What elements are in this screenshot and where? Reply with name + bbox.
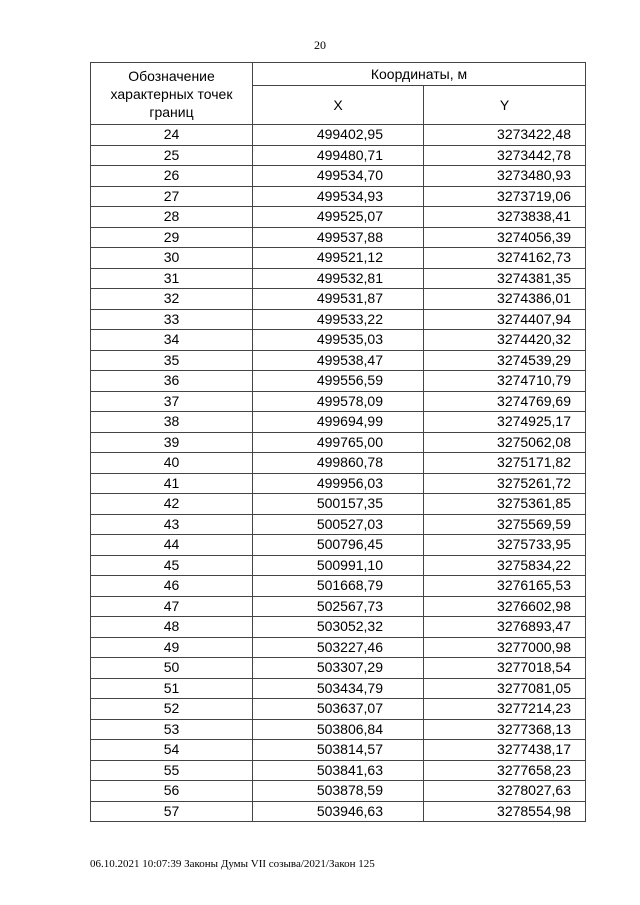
point-cell: 29 [91, 227, 253, 248]
y-cell: 3277368,13 [424, 719, 586, 740]
point-cell: 26 [91, 166, 253, 187]
page-number: 20 [314, 38, 326, 52]
table-row [91, 740, 586, 761]
x-cell: 503946,63 [253, 801, 424, 822]
table-row [91, 535, 586, 556]
x-cell: 499402,95 [253, 125, 424, 146]
y-cell: 3273442,78 [424, 145, 586, 166]
point-cell: 43 [91, 514, 253, 535]
table-row [91, 658, 586, 679]
point-cell: 55 [91, 760, 253, 781]
y-cell: 3274539,29 [424, 350, 586, 371]
y-cell: 3276602,98 [424, 596, 586, 617]
y-cell: 3277658,23 [424, 760, 586, 781]
x-cell: 499532,81 [253, 268, 424, 289]
y-cell: 3273422,48 [424, 125, 586, 146]
point-column-header: Обозначение характерных точек границ [91, 63, 253, 125]
point-cell: 47 [91, 596, 253, 617]
x-cell: 501668,79 [253, 576, 424, 597]
table-row [91, 719, 586, 740]
x-cell: 499533,22 [253, 309, 424, 330]
x-cell: 499694,99 [253, 412, 424, 433]
x-cell: 499525,07 [253, 207, 424, 228]
x-cell: 499534,93 [253, 186, 424, 207]
point-cell: 32 [91, 289, 253, 310]
coordinates-table [90, 62, 586, 822]
y-cell: 3274381,35 [424, 268, 586, 289]
point-cell: 42 [91, 494, 253, 515]
x-cell: 499578,09 [253, 391, 424, 412]
y-cell: 3273480,93 [424, 166, 586, 187]
point-cell: 30 [91, 248, 253, 269]
table-row [91, 268, 586, 289]
x-cell: 500527,03 [253, 514, 424, 535]
y-cell: 3277438,17 [424, 740, 586, 761]
point-cell: 51 [91, 678, 253, 699]
y-cell: 3274056,39 [424, 227, 586, 248]
x-cell: 500157,35 [253, 494, 424, 515]
table-row [91, 576, 586, 597]
table-row [91, 166, 586, 187]
point-cell: 39 [91, 432, 253, 453]
table-row [91, 289, 586, 310]
coordinates-group-header: Координаты, м [253, 63, 586, 86]
point-cell: 37 [91, 391, 253, 412]
x-cell: 503806,84 [253, 719, 424, 740]
table-row [91, 371, 586, 392]
table-row [91, 186, 586, 207]
x-cell: 503814,57 [253, 740, 424, 761]
point-cell: 41 [91, 473, 253, 494]
point-cell: 35 [91, 350, 253, 371]
table-row [91, 432, 586, 453]
y-cell: 3276165,53 [424, 576, 586, 597]
table-row [91, 391, 586, 412]
x-cell: 503227,46 [253, 637, 424, 658]
table-row [91, 350, 586, 371]
x-cell: 499956,03 [253, 473, 424, 494]
y-cell: 3278027,63 [424, 781, 586, 802]
point-cell: 50 [91, 658, 253, 679]
y-cell: 3275062,08 [424, 432, 586, 453]
point-cell: 54 [91, 740, 253, 761]
point-cell: 44 [91, 535, 253, 556]
point-cell: 46 [91, 576, 253, 597]
point-cell: 49 [91, 637, 253, 658]
x-cell: 499556,59 [253, 371, 424, 392]
y-cell: 3277214,23 [424, 699, 586, 720]
x-cell: 503841,63 [253, 760, 424, 781]
x-cell: 499860,78 [253, 453, 424, 474]
point-cell: 56 [91, 781, 253, 802]
y-cell: 3274407,94 [424, 309, 586, 330]
point-cell: 36 [91, 371, 253, 392]
x-cell: 499531,87 [253, 289, 424, 310]
point-cell: 57 [91, 801, 253, 822]
x-cell: 499480,71 [253, 145, 424, 166]
point-cell: 27 [91, 186, 253, 207]
x-cell: 502567,73 [253, 596, 424, 617]
table-row [91, 678, 586, 699]
y-cell: 3274710,79 [424, 371, 586, 392]
x-cell: 499535,03 [253, 330, 424, 351]
y-cell: 3275171,82 [424, 453, 586, 474]
point-cell: 52 [91, 699, 253, 720]
y-cell: 3274162,73 [424, 248, 586, 269]
table-row [91, 145, 586, 166]
y-cell: 3274769,69 [424, 391, 586, 412]
table-row [91, 125, 586, 146]
table-row [91, 514, 586, 535]
y-cell: 3273838,41 [424, 207, 586, 228]
y-cell: 3275569,59 [424, 514, 586, 535]
table-row [91, 412, 586, 433]
x-cell: 500991,10 [253, 555, 424, 576]
x-cell: 499765,00 [253, 432, 424, 453]
x-cell: 499521,12 [253, 248, 424, 269]
y-cell: 3278554,98 [424, 801, 586, 822]
x-cell: 503434,79 [253, 678, 424, 699]
table-row [91, 555, 586, 576]
y-cell: 3274420,32 [424, 330, 586, 351]
point-cell: 25 [91, 145, 253, 166]
point-cell: 40 [91, 453, 253, 474]
document-footer: 06.10.2021 10:07:39 Законы Думы VII созыва/2021/Закон 125 [90, 858, 375, 870]
table-row [91, 494, 586, 515]
table-row [91, 248, 586, 269]
point-cell: 53 [91, 719, 253, 740]
y-cell: 3275361,85 [424, 494, 586, 515]
y-cell: 3273719,06 [424, 186, 586, 207]
x-cell: 499537,88 [253, 227, 424, 248]
x-cell: 503637,07 [253, 699, 424, 720]
table-row [91, 801, 586, 822]
table-row [91, 453, 586, 474]
y-cell: 3275733,95 [424, 535, 586, 556]
y-cell: 3275261,72 [424, 473, 586, 494]
table-row [91, 330, 586, 351]
table-row [91, 596, 586, 617]
y-cell: 3277018,54 [424, 658, 586, 679]
y-column-header: Y [424, 86, 586, 125]
y-cell: 3277081,05 [424, 678, 586, 699]
point-cell: 34 [91, 330, 253, 351]
x-cell: 499534,70 [253, 166, 424, 187]
table-row [91, 699, 586, 720]
table-row [91, 617, 586, 638]
point-cell: 48 [91, 617, 253, 638]
point-cell: 38 [91, 412, 253, 433]
y-cell: 3274925,17 [424, 412, 586, 433]
x-cell: 499538,47 [253, 350, 424, 371]
x-cell: 500796,45 [253, 535, 424, 556]
x-cell: 503052,32 [253, 617, 424, 638]
y-cell: 3277000,98 [424, 637, 586, 658]
table-row [91, 473, 586, 494]
table-row [91, 760, 586, 781]
x-column-header: X [253, 86, 424, 125]
x-cell: 503878,59 [253, 781, 424, 802]
point-cell: 31 [91, 268, 253, 289]
table-row [91, 309, 586, 330]
table-row [91, 781, 586, 802]
point-cell: 28 [91, 207, 253, 228]
table-row [91, 227, 586, 248]
table-row [91, 637, 586, 658]
table-row [91, 207, 586, 228]
y-cell: 3275834,22 [424, 555, 586, 576]
x-cell: 503307,29 [253, 658, 424, 679]
point-cell: 33 [91, 309, 253, 330]
point-cell: 45 [91, 555, 253, 576]
y-cell: 3276893,47 [424, 617, 586, 638]
y-cell: 3274386,01 [424, 289, 586, 310]
point-cell: 24 [91, 125, 253, 146]
